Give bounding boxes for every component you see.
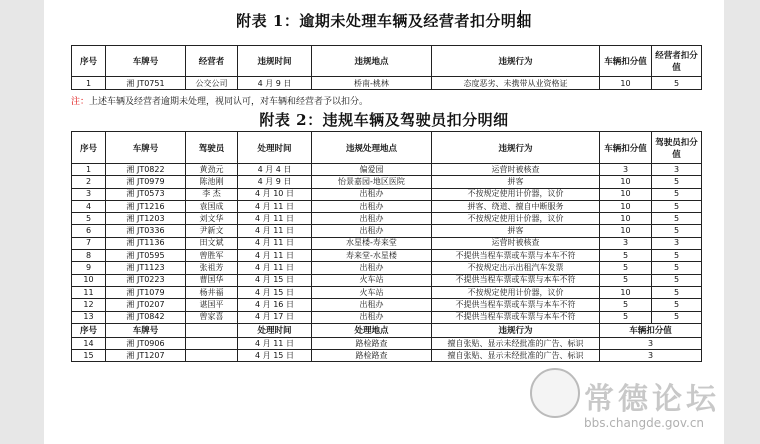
cell: 1 — [72, 164, 106, 176]
col-header: 违规处理地点 — [312, 132, 432, 164]
forum-watermark — [510, 368, 750, 438]
table-row — [72, 350, 702, 362]
col-header: 驾驶员扣分值 — [652, 132, 702, 164]
cell: 4 月 15 日 — [238, 286, 312, 298]
cell: 出租办 — [312, 225, 432, 237]
cell: 路检路查 — [312, 350, 432, 362]
cell: 出租办 — [312, 262, 432, 274]
cell: 水星楼-寿来堂 — [312, 237, 432, 249]
table-row — [72, 286, 702, 298]
cell: 寿来堂-水星楼 — [312, 250, 432, 262]
cell: 11 — [72, 286, 106, 298]
table-row — [72, 164, 702, 176]
cell: 湘 JT1136 — [106, 237, 186, 249]
table-row — [72, 176, 702, 188]
cell: 擅自张贴、显示未经批准的广告、标识 — [432, 337, 600, 349]
col-header: 车辆扣分值 — [600, 132, 652, 164]
col-header: 车牌号 — [106, 46, 186, 77]
table-row — [72, 213, 702, 225]
table1-note — [71, 94, 368, 107]
cell: 湘 JT0842 — [106, 311, 186, 323]
cell: 公交公司 — [186, 77, 238, 90]
cell: 不按规定使用计价器，议价 — [432, 213, 600, 225]
col-header: 序号 — [72, 132, 106, 164]
cell: 4 月 11 日 — [238, 213, 312, 225]
cell: 湘 JT0336 — [106, 225, 186, 237]
cell: 湘 JT0979 — [106, 176, 186, 188]
col-header: 违规行为 — [432, 46, 600, 77]
cell: 5 — [652, 188, 702, 200]
cell: 不按规定使用计价器，议价 — [432, 286, 600, 298]
col-header: 处理地点 — [312, 323, 432, 337]
cell: 擅自张贴、显示未经批准的广告、标识 — [432, 350, 600, 362]
table-row — [72, 225, 702, 237]
col-header: 车牌号 — [106, 132, 186, 164]
watermark-url: bbs.changde.gov.cn — [584, 416, 705, 430]
col-header: 序号 — [72, 46, 106, 77]
cell: 桥南-桃林 — [312, 77, 432, 90]
cell: 15 — [72, 350, 106, 362]
cell — [186, 350, 238, 362]
cell: 杨井福 — [186, 286, 238, 298]
cell: 湘 JT0822 — [106, 164, 186, 176]
cell: 偏爱园 — [312, 164, 432, 176]
cell: 2 — [72, 176, 106, 188]
col-header: 驾驶员 — [186, 132, 238, 164]
table-row — [72, 311, 702, 323]
cell: 5 — [72, 213, 106, 225]
table-row — [72, 200, 702, 212]
cell: 出租办 — [312, 188, 432, 200]
table-row — [72, 237, 702, 249]
cell: 4 月 11 日 — [238, 262, 312, 274]
cell: 不提供当程车票或车票与本车不符 — [432, 250, 600, 262]
table2-header-row — [72, 132, 702, 164]
cell: 张祖芳 — [186, 262, 238, 274]
cell: 湘 JT1079 — [106, 286, 186, 298]
table-row — [72, 250, 702, 262]
cell: 态度恶劣、未携带从业资格证 — [432, 77, 600, 90]
cell: 10 — [600, 213, 652, 225]
cell: 出租办 — [312, 200, 432, 212]
cell: 10 — [600, 188, 652, 200]
table1-title: 附表 1：逾期未处理车辆及经营者扣分明细 — [236, 12, 532, 30]
cell: 10 — [600, 176, 652, 188]
table2-body — [72, 164, 702, 324]
cell: 袁国成 — [186, 200, 238, 212]
col-header: 违规行为 — [432, 132, 600, 164]
table2-sub — [72, 323, 702, 362]
cell: 3 — [600, 237, 652, 249]
cell: 5 — [652, 250, 702, 262]
col-header: 违规行为 — [432, 323, 600, 337]
violation-table — [71, 131, 702, 362]
cell: 5 — [600, 299, 652, 311]
cell: 湘 JT0751 — [106, 77, 186, 90]
table-row — [72, 262, 702, 274]
cell: 10 — [72, 274, 106, 286]
cell: 4 月 16 日 — [238, 299, 312, 311]
table-row — [72, 77, 702, 90]
cell: 陈池刚 — [186, 176, 238, 188]
cell: 14 — [72, 337, 106, 349]
cell: 曹国华 — [186, 274, 238, 286]
col-header: 序号 — [72, 323, 106, 337]
cell: 不提供当程车票或车票与本车不符 — [432, 274, 600, 286]
cell: 不提供当程车票或车票与本车不符 — [432, 299, 600, 311]
cell: 火车站 — [312, 274, 432, 286]
cell: 谌国平 — [186, 299, 238, 311]
cell: 10 — [600, 286, 652, 298]
cell: 4 月 11 日 — [238, 250, 312, 262]
cell: 5 — [652, 262, 702, 274]
col-header: 处理时间 — [238, 132, 312, 164]
table1-header-row — [72, 46, 702, 77]
watermark-text: 常德论坛 — [584, 382, 720, 417]
note-lead: 注： — [71, 97, 90, 107]
col-header — [186, 323, 238, 337]
col-header: 车辆扣分值 — [600, 46, 652, 77]
table2-sub-header-row — [72, 323, 702, 337]
cell: 3 — [652, 237, 702, 249]
cell: 黄劲元 — [186, 164, 238, 176]
cell: 3 — [652, 164, 702, 176]
cell: 4 月 9 日 — [238, 176, 312, 188]
cell: 5 — [652, 286, 702, 298]
overdue-table — [71, 45, 702, 90]
cell: 运营时被核查 — [432, 164, 600, 176]
table-row — [72, 188, 702, 200]
cell: 4 — [72, 200, 106, 212]
cell: 出租办 — [312, 213, 432, 225]
cell: 4 月 11 日 — [238, 200, 312, 212]
cell: 4 月 15 日 — [238, 274, 312, 286]
col-header: 车牌号 — [106, 323, 186, 337]
cell: 4 月 9 日 — [238, 77, 312, 90]
col-header: 违规时间 — [238, 46, 312, 77]
cell: 尹新文 — [186, 225, 238, 237]
table-row — [72, 299, 702, 311]
col-header: 违规地点 — [312, 46, 432, 77]
cell: 不按规定出示出租汽车发票 — [432, 262, 600, 274]
cell: 5 — [652, 213, 702, 225]
cell: 李 杰 — [186, 188, 238, 200]
cell: 8 — [72, 250, 106, 262]
cell: 5 — [652, 176, 702, 188]
cell: 曾胜军 — [186, 250, 238, 262]
cell: 5 — [600, 274, 652, 286]
cell: 拼客 — [432, 225, 600, 237]
col-header: 处理时间 — [238, 323, 312, 337]
cell: 5 — [652, 77, 702, 90]
cell: 出租办 — [312, 311, 432, 323]
cell: 运营时被核查 — [432, 237, 600, 249]
table-row — [72, 337, 702, 349]
cell: 不按规定使用计价器，议价 — [432, 188, 600, 200]
cell: 3 — [600, 350, 702, 362]
cell: 湘 JT0223 — [106, 274, 186, 286]
cell: 不提供当程车票或车票与本车不符 — [432, 311, 600, 323]
cell: 5 — [600, 311, 652, 323]
cell: 1 — [72, 77, 106, 90]
cell: 湘 JT0207 — [106, 299, 186, 311]
cell: 火车站 — [312, 286, 432, 298]
cell: 5 — [600, 250, 652, 262]
cell: 湘 JT1123 — [106, 262, 186, 274]
cell: 湘 JT1207 — [106, 350, 186, 362]
cell: 6 — [72, 225, 106, 237]
table2-title: 附表 2：违规车辆及驾驶员扣分明细 — [259, 111, 509, 129]
cell: 湘 JT1203 — [106, 213, 186, 225]
table-row — [72, 274, 702, 286]
cell: 曾家喜 — [186, 311, 238, 323]
cell: 拼客 — [432, 176, 600, 188]
cell: 5 — [652, 311, 702, 323]
cell: 怡景嘉园-地区医院 — [312, 176, 432, 188]
cell: 湘 JT0906 — [106, 337, 186, 349]
col-header: 经营者扣分值 — [652, 46, 702, 77]
cell: 4 月 15 日 — [238, 350, 312, 362]
cell: 10 — [600, 77, 652, 90]
cell: 5 — [600, 262, 652, 274]
cell: 4 月 11 日 — [238, 237, 312, 249]
cell: 5 — [652, 274, 702, 286]
cell: 13 — [72, 311, 106, 323]
cell: 出租办 — [312, 299, 432, 311]
cell: 5 — [652, 200, 702, 212]
cell: 4 月 17 日 — [238, 311, 312, 323]
cell: 湘 JT0573 — [106, 188, 186, 200]
cell — [186, 337, 238, 349]
cell: 拼客、绕道、擅自中断服务 — [432, 200, 600, 212]
cell: 湘 JT1216 — [106, 200, 186, 212]
cell: 5 — [652, 225, 702, 237]
note-text: 上述车辆及经营者逾期未处理，视同认可，对车辆和经营者予以扣分。 — [89, 97, 369, 107]
cell: 4 月 11 日 — [238, 225, 312, 237]
cell: 4 月 10 日 — [238, 188, 312, 200]
cell: 湘 JT0595 — [106, 250, 186, 262]
col-header: 经营者 — [186, 46, 238, 77]
cell: 10 — [600, 225, 652, 237]
cell: 7 — [72, 237, 106, 249]
cell: 12 — [72, 299, 106, 311]
cell: 5 — [652, 299, 702, 311]
cell: 10 — [600, 200, 652, 212]
watermark-seal-icon — [530, 368, 580, 418]
cell: 路检路查 — [312, 337, 432, 349]
cell: 田文斌 — [186, 237, 238, 249]
col-header: 车辆扣分值 — [600, 323, 702, 337]
cell: 9 — [72, 262, 106, 274]
cell: 3 — [72, 188, 106, 200]
cell: 3 — [600, 337, 702, 349]
cell: 4 月 11 日 — [238, 337, 312, 349]
cell: 3 — [600, 164, 652, 176]
cell: 刘文华 — [186, 213, 238, 225]
cell: 4 月 4 日 — [238, 164, 312, 176]
